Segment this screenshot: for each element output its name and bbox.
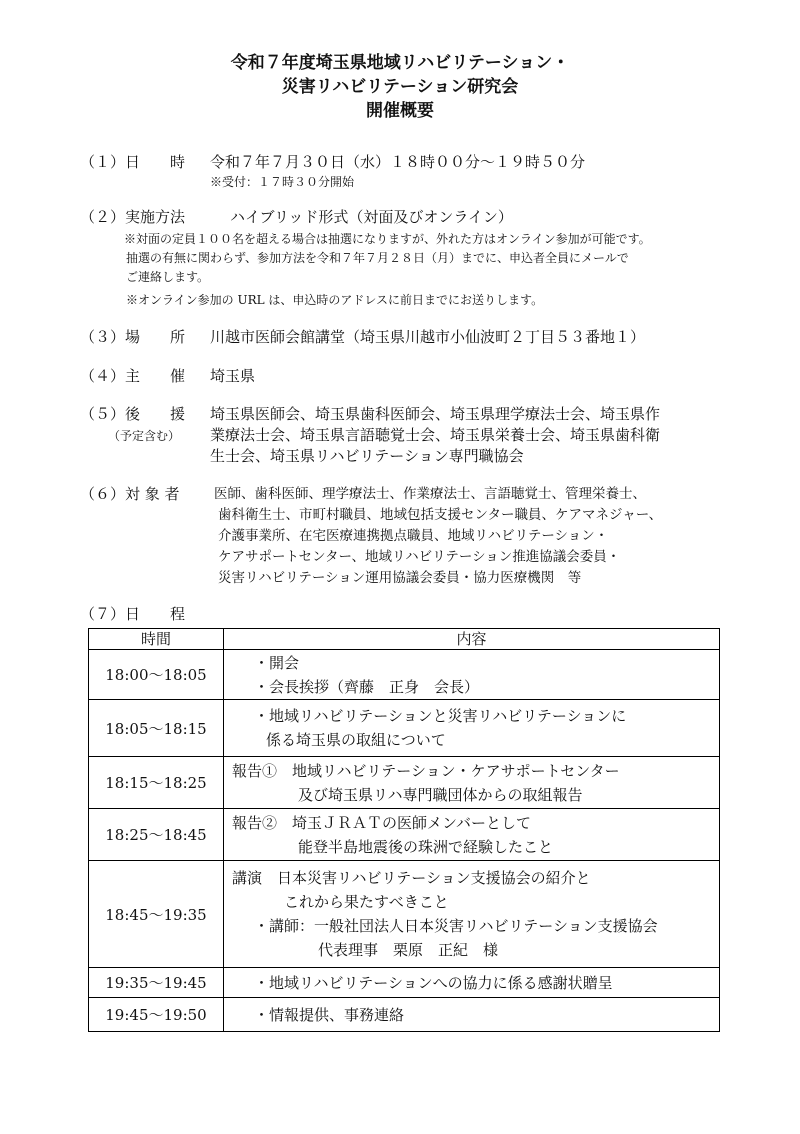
schedule-row xyxy=(89,809,720,861)
schedule-line: ・開会 xyxy=(254,653,300,672)
section-2-note-4: ※オンライン参加の URL は、申込時のアドレスに前日までにお送りします。 xyxy=(126,293,544,307)
schedule-row xyxy=(89,968,720,998)
schedule-time: 19:45～19:50 xyxy=(89,998,224,1032)
schedule-line: ・地域リハビリテーションと災害リハビリテーションに xyxy=(254,707,627,725)
schedule-line: ・情報提供、事務連絡 xyxy=(254,1005,405,1024)
section-4-label: （４）主 催 xyxy=(80,367,186,385)
schedule-line: 報告② 埼玉ＪＲＡＴの医師メンバーとして xyxy=(232,813,531,832)
schedule-row xyxy=(89,650,720,700)
section-3-value: 川越市医師会館講堂（埼玉県川越市小仙波町２丁目５３番地１） xyxy=(210,328,646,346)
section-2-note-1: ※対面の定員１００名を超える場合は抽選になりますが、外れた方はオンライン参加が可能です。 xyxy=(124,232,651,246)
schedule-content xyxy=(224,757,720,809)
schedule-row xyxy=(89,861,720,968)
schedule-time: 18:15～18:25 xyxy=(89,757,224,809)
section-1-value: 令和７年７月３０日（水）１８時００分～１９時５０分 xyxy=(210,153,586,171)
schedule-header-time: 時間 xyxy=(89,629,224,650)
schedule-time: 19:35～19:45 xyxy=(89,968,224,998)
schedule-line: 係る埼玉県の取組について xyxy=(266,731,446,749)
schedule-time: 18:05～18:15 xyxy=(89,700,224,757)
section-4-value: 埼玉県 xyxy=(210,367,256,385)
section-5-line-3: 生士会、埼玉県リハビリテーション専門職協会 xyxy=(210,447,524,465)
section-1-label: （１）日 時 xyxy=(80,153,186,171)
title-line-1: 令和７年度埼玉県地域リハビリテーション・ xyxy=(230,53,570,73)
schedule-line: 及び埼玉県リハ専門職団体からの取組報告 xyxy=(298,785,583,804)
section-5-line-1: 埼玉県医師会、埼玉県歯科医師会、埼玉県理学療法士会、埼玉県作 xyxy=(210,405,661,423)
schedule-time: 18:25～18:45 xyxy=(89,809,224,861)
schedule-line: 能登半島地震後の珠洲で経験したこと xyxy=(298,837,554,856)
section-2-note-2: 抽選の有無に関わらず、参加方法を令和７年７月２８日（月）までに、申込者全員にメールで xyxy=(126,251,629,265)
schedule-content xyxy=(224,998,720,1032)
section-6-line-5: 災害リハビリテーション運用協議会委員・協力医療機関 等 xyxy=(218,570,582,586)
schedule-content xyxy=(224,861,720,968)
schedule-table xyxy=(88,628,720,1032)
schedule-header-row xyxy=(89,629,720,650)
schedule-content xyxy=(224,700,720,757)
section-6-label: （６）対 象 者 xyxy=(80,485,180,503)
schedule-line: 代表理事 栗原 正紀 様 xyxy=(318,941,499,959)
section-5-label: （５）後 援 xyxy=(80,405,186,423)
schedule-row xyxy=(89,700,720,757)
section-6-line-3: 介護事業所、在宅医療連携拠点職員、地域リハビリテーション・ xyxy=(218,528,609,544)
section-6-line-4: ケアサポートセンター、地域リハビリテーション推進協議会委員・ xyxy=(218,549,621,565)
schedule-line: ・地域リハビリテーションへの協力に係る感謝状贈呈 xyxy=(254,973,613,992)
section-2-label: （２）実施方法 xyxy=(80,208,186,226)
section-3-label: （３）場 所 xyxy=(80,328,186,346)
schedule-time: 18:45～19:35 xyxy=(89,861,224,968)
schedule-content xyxy=(224,809,720,861)
section-6-line-1: 医師、歯科医師、理学療法士、作業療法士、言語聴覚士、管理栄養士、 xyxy=(214,486,646,502)
section-1-note: ※受付：１７時３０分開始 xyxy=(210,175,355,189)
title-line-2: 災害リハビリテーション研究会 xyxy=(281,77,519,97)
schedule-header-content: 内容 xyxy=(224,629,720,650)
title-line-3: 開催概要 xyxy=(366,101,434,121)
schedule-content xyxy=(224,968,720,998)
section-2-note-3: ご連絡します。 xyxy=(126,270,210,284)
schedule-line: 報告① 地域リハビリテーション・ケアサポートセンター xyxy=(232,761,620,780)
schedule-line: これから果たすべきこと xyxy=(284,893,449,911)
schedule-row xyxy=(89,757,720,809)
section-7-label: （７）日 程 xyxy=(80,605,186,623)
schedule-time: 18:00～18:05 xyxy=(89,650,224,700)
section-2-value: ハイブリッド形式（対面及びオンライン） xyxy=(230,208,513,226)
schedule-line: ・講師：一般社団法人日本災害リハビリテーション支援協会 xyxy=(254,917,658,935)
schedule-content xyxy=(224,650,720,700)
section-6-line-2: 歯科衛生士、市町村職員、地域包括支援センター職員、ケアマネジャー、 xyxy=(218,507,663,523)
section-5-line-2: 業療法士会、埼玉県言語聴覚士会、埼玉県栄養士会、埼玉県歯科衛 xyxy=(210,426,661,444)
schedule-line: 講演 日本災害リハビリテーション支援協会の紹介と xyxy=(232,869,591,887)
schedule-row xyxy=(89,998,720,1032)
section-5-sublabel: （予定含む） xyxy=(108,429,181,443)
schedule-line: ・会長挨拶（齊藤 正身 会長） xyxy=(254,677,480,696)
